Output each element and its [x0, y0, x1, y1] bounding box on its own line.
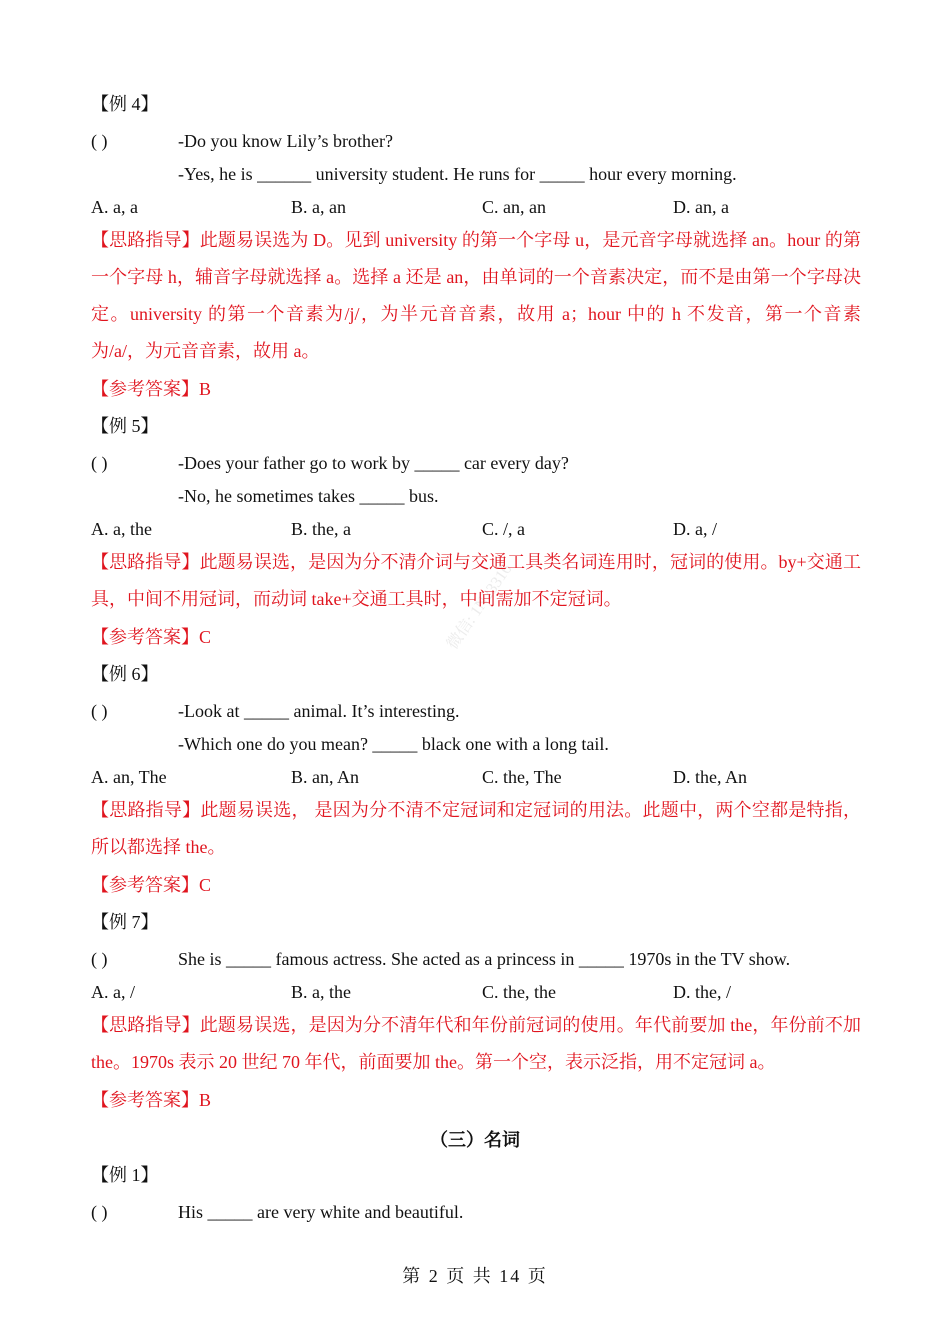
ex4-paren: ( ) [91, 131, 108, 151]
ex7-answer [91, 1088, 211, 1112]
ex4-option-d: D. an, a [673, 197, 729, 217]
ex5-option-d: D. a, / [673, 519, 717, 539]
ex4-answer [91, 377, 211, 401]
ex6-option-c: C. the, The [482, 767, 562, 787]
ex7-option-a: A. a, / [91, 982, 135, 1002]
ex4-option-c: C. an, an [482, 197, 546, 217]
ex1-paren: ( ) [91, 1202, 108, 1222]
ex5-question-line2: -No, he sometimes takes _____ bus. [178, 486, 439, 506]
ex5-answer-value: C [199, 627, 212, 647]
ex6-answer-value: C [199, 875, 212, 895]
ex4-option-a: A. a, a [91, 197, 138, 217]
ex5-guide [91, 544, 861, 618]
ex5-paren: ( ) [91, 453, 108, 473]
ex6-guide-tag: 【思路指导】 [91, 800, 201, 820]
section-title: （三）名词 [430, 1130, 520, 1150]
ex4-guide-tag: 【思路指导】 [91, 230, 200, 250]
ex5-option-c: C. /, a [482, 519, 525, 539]
ex7-guide-text: 此题易误选，是因为分不清年代和年份前冠词的使用。年代前要加 the，年份前不加 the。1970s 表示 20 世纪 70 年代，前面要加 the。第一个空，表示泛指，用不定冠词 a。 [91, 1015, 861, 1072]
ex7-paren: ( ) [91, 949, 108, 969]
ex6-question-line2: -Which one do you mean? _____ black one with a long tail. [178, 734, 609, 754]
ex6-paren: ( ) [91, 701, 108, 721]
ex6-guide-text: 此题易误选， 是因为分不清不定冠词和定冠词的用法。此题中，两个空都是特指，所以都选择 the。 [91, 800, 861, 857]
ex7-question-line1: She is _____ famous actress. She acted as a princess in _____ 1970s in the TV show. [178, 949, 791, 969]
ex7-label: 【例 7】 [91, 912, 159, 932]
ex5-answer-tag: 【参考答案】 [91, 627, 199, 647]
ex4-guide [91, 222, 861, 370]
ex7-option-d: D. the, / [673, 982, 731, 1002]
ex4-answer-value: B [199, 379, 212, 399]
ex7-answer-value: B [199, 1090, 212, 1110]
ex4-answer-tag: 【参考答案】 [91, 379, 199, 399]
ex5-guide-text: 此题易误选，是因为分不清介词与交通工具类名词连用时，冠词的使用。by+交通工具，中间不用冠词，而动词 take+交通工具时，中间需加不定冠词。 [91, 552, 861, 609]
ex6-answer [91, 873, 211, 897]
ex5-guide-tag: 【思路指导】 [91, 552, 200, 572]
watermark: 微信: 1N23316 [444, 560, 516, 653]
ex4-guide-text: 此题易误选为 D。见到 university 的第一个字母 u，是元音字母就选择 an。hour 的第一个字母 h，辅音字母就选择 a。选择 a 还是 an，由单词的一个音素决定，而不是由第一个字母决定。university 的第一个音素为/j/，为半元音音素，故用 a；hour 中的 h 不发音，第一个音素为/a/，为元音音素，故用 a。 [91, 230, 861, 361]
ex6-answer-tag: 【参考答案】 [91, 875, 199, 895]
ex5-option-b: B. the, a [291, 519, 351, 539]
ex6-option-d: D. the, An [673, 767, 747, 787]
ex6-option-a: A. an, The [91, 767, 167, 787]
ex1-question-line1: His _____ are very white and beautiful. [178, 1202, 464, 1222]
ex6-label: 【例 6】 [91, 664, 159, 684]
ex5-label: 【例 5】 [91, 416, 159, 436]
ex4-label: 【例 4】 [91, 94, 159, 114]
ex4-question-line1: -Do you know Lily’s brother? [178, 131, 393, 151]
ex5-option-a: A. a, the [91, 519, 152, 539]
ex6-option-b: B. an, An [291, 767, 360, 787]
ex7-answer-tag: 【参考答案】 [91, 1090, 199, 1110]
ex6-guide [91, 792, 861, 866]
ex7-guide-tag: 【思路指导】 [91, 1015, 200, 1035]
ex7-option-b: B. a, the [291, 982, 351, 1002]
ex6-question-line1: -Look at _____ animal. It’s interesting. [178, 701, 460, 721]
ex4-question-line2: -Yes, he is ______ university student. He runs for _____ hour every morning. [178, 164, 737, 184]
ex7-option-c: C. the, the [482, 982, 556, 1002]
ex1-label: 【例 1】 [91, 1165, 159, 1185]
ex5-answer [91, 625, 211, 649]
page-footer: 第 2 页 共 14 页 [402, 1266, 548, 1286]
ex5-question-line1: -Does your father go to work by _____ car every day? [178, 453, 569, 473]
ex7-guide [91, 1007, 861, 1081]
ex4-option-b: B. a, an [291, 197, 346, 217]
